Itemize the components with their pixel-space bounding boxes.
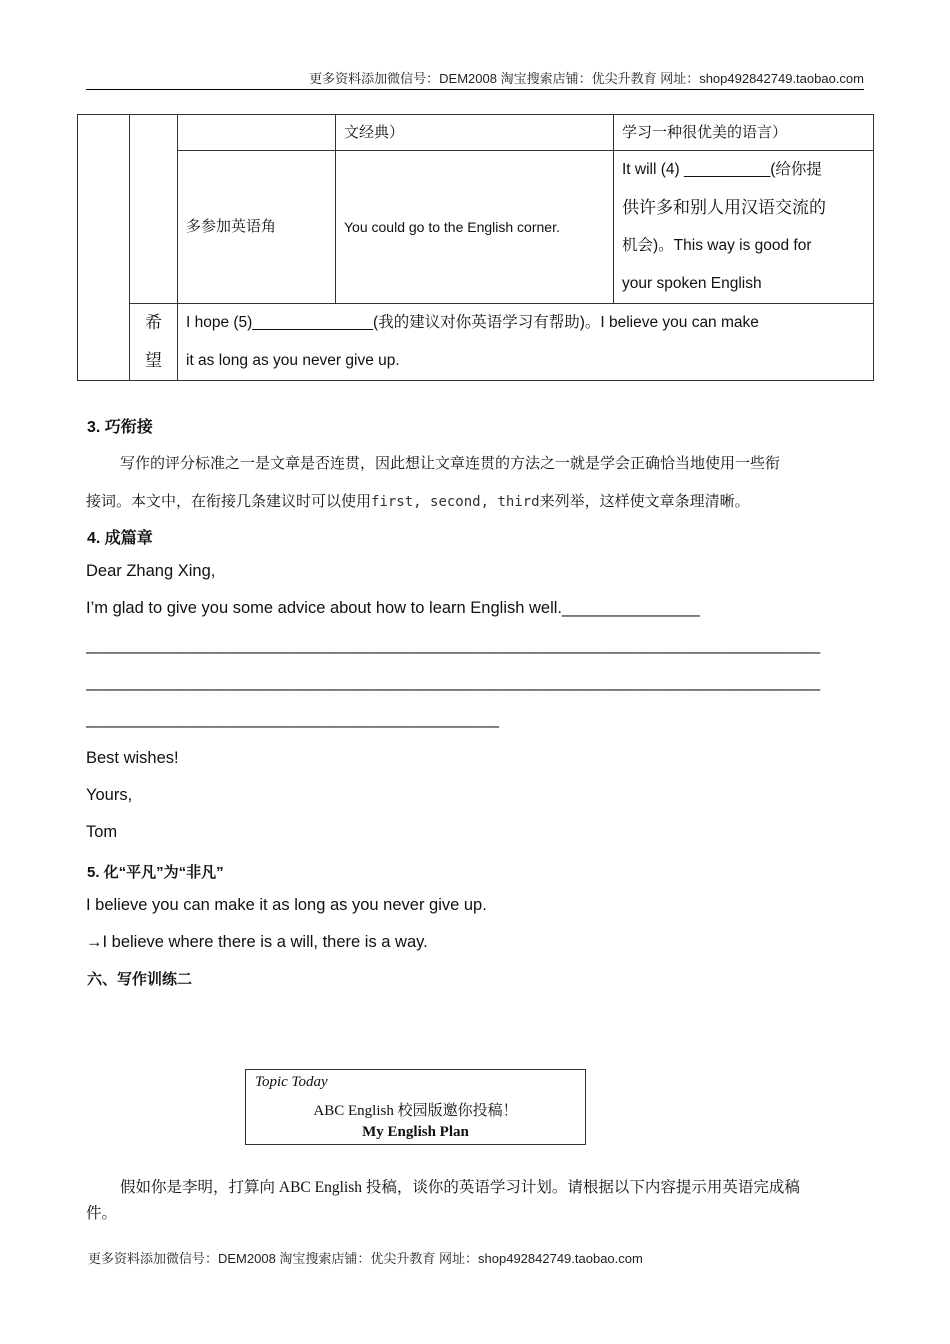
topic-line: ABC English 校园版邀你投稿！	[313, 1103, 518, 1119]
cell-line: It will (4) __________(给你提	[622, 161, 822, 178]
topic-label: Topic Today	[255, 1074, 328, 1090]
section-3-para-line2	[86, 482, 750, 521]
label-char: 希	[145, 313, 162, 332]
para-text: 来列举，这样使文章条理清晰。	[539, 492, 750, 510]
para-text: 接词。本文中，在衔接几条建议时可以使用	[86, 492, 372, 510]
sentence-plain: I believe you can make it as long as you never give up.	[86, 896, 487, 914]
table-cell-english: You could go to the English corner.	[336, 151, 614, 304]
cell-line: 机会)。This way is good for	[622, 237, 812, 254]
table-row	[78, 151, 874, 304]
topic-box	[245, 1069, 586, 1145]
letter-opening	[86, 599, 700, 618]
connector-words: first, second, third	[371, 494, 540, 510]
section-6-heading: 六、写作训练二	[87, 971, 193, 988]
page-footer: 更多资料添加微信号：DEM2008 淘宝搜索店铺：优尖升教育 网址：shop492842749.taobao.com	[88, 1251, 643, 1266]
section-3-para-line1: 写作的评分标准之一是文章是否连贯，因此想让文章连贯的方法之一就是学会正确恰当地使用一些衔	[120, 454, 781, 472]
label-char: 望	[145, 351, 162, 370]
table-cell: 文经典）	[336, 115, 614, 151]
letter-signoff: Yours,	[86, 786, 133, 804]
section-3-heading: 3. 巧衔接	[87, 419, 153, 436]
opening-blank[interactable]: _______________	[562, 599, 700, 617]
cell-line: your spoken English	[622, 275, 762, 292]
writing-blank-line[interactable]: ________________________________________________________________________________	[86, 636, 821, 654]
cell-line: 供许多和别人用汉语交流的	[622, 198, 826, 217]
topic-title: My English Plan	[362, 1124, 469, 1140]
section-4-heading: 4. 成篇章	[87, 530, 153, 547]
advice-table	[77, 114, 874, 381]
letter-salutation: Dear Zhang Xing,	[86, 562, 216, 580]
prompt-line2: 件。	[86, 1205, 118, 1222]
table-row	[78, 304, 874, 381]
page-header: 更多资料添加微信号：DEM2008 淘宝搜索店铺：优尖升教育 网址：shop492842749.taobao.com	[86, 68, 864, 90]
table-cell-suggestion: 多参加英语角	[178, 151, 336, 304]
table-cell-empty	[130, 115, 178, 304]
table-cell-hope	[178, 304, 874, 381]
section-5-heading: 5. 化“平凡”为“非凡”	[87, 864, 224, 881]
table-cell-empty	[78, 115, 130, 381]
table-cell-label	[130, 304, 178, 381]
writing-blank-line[interactable]: ________________________________________________________________________________	[86, 673, 821, 691]
table-cell: 学习一种很优美的语言）	[614, 115, 874, 151]
writing-blank-line[interactable]: _____________________________________________	[86, 710, 499, 728]
sentence-improved: →I believe where there is a will, there is a way.	[86, 933, 428, 951]
table-row	[78, 115, 874, 151]
opening-text: I’m glad to give you some advice about how to learn English well.	[86, 599, 563, 617]
prompt-line1: 假如你是李明，打算向 ABC English 投稿，谈你的英语学习计划。请根据以下内容提示用英语完成稿	[120, 1179, 800, 1196]
cell-line: it as long as you never give up.	[186, 352, 400, 369]
letter-name: Tom	[86, 823, 118, 841]
table-cell	[178, 115, 336, 151]
letter-closing: Best wishes!	[86, 749, 179, 767]
cell-line: I hope (5)______________(我的建议对你英语学习有帮助)。I believe you can make	[186, 314, 759, 331]
table-cell-fill-in	[614, 151, 874, 304]
